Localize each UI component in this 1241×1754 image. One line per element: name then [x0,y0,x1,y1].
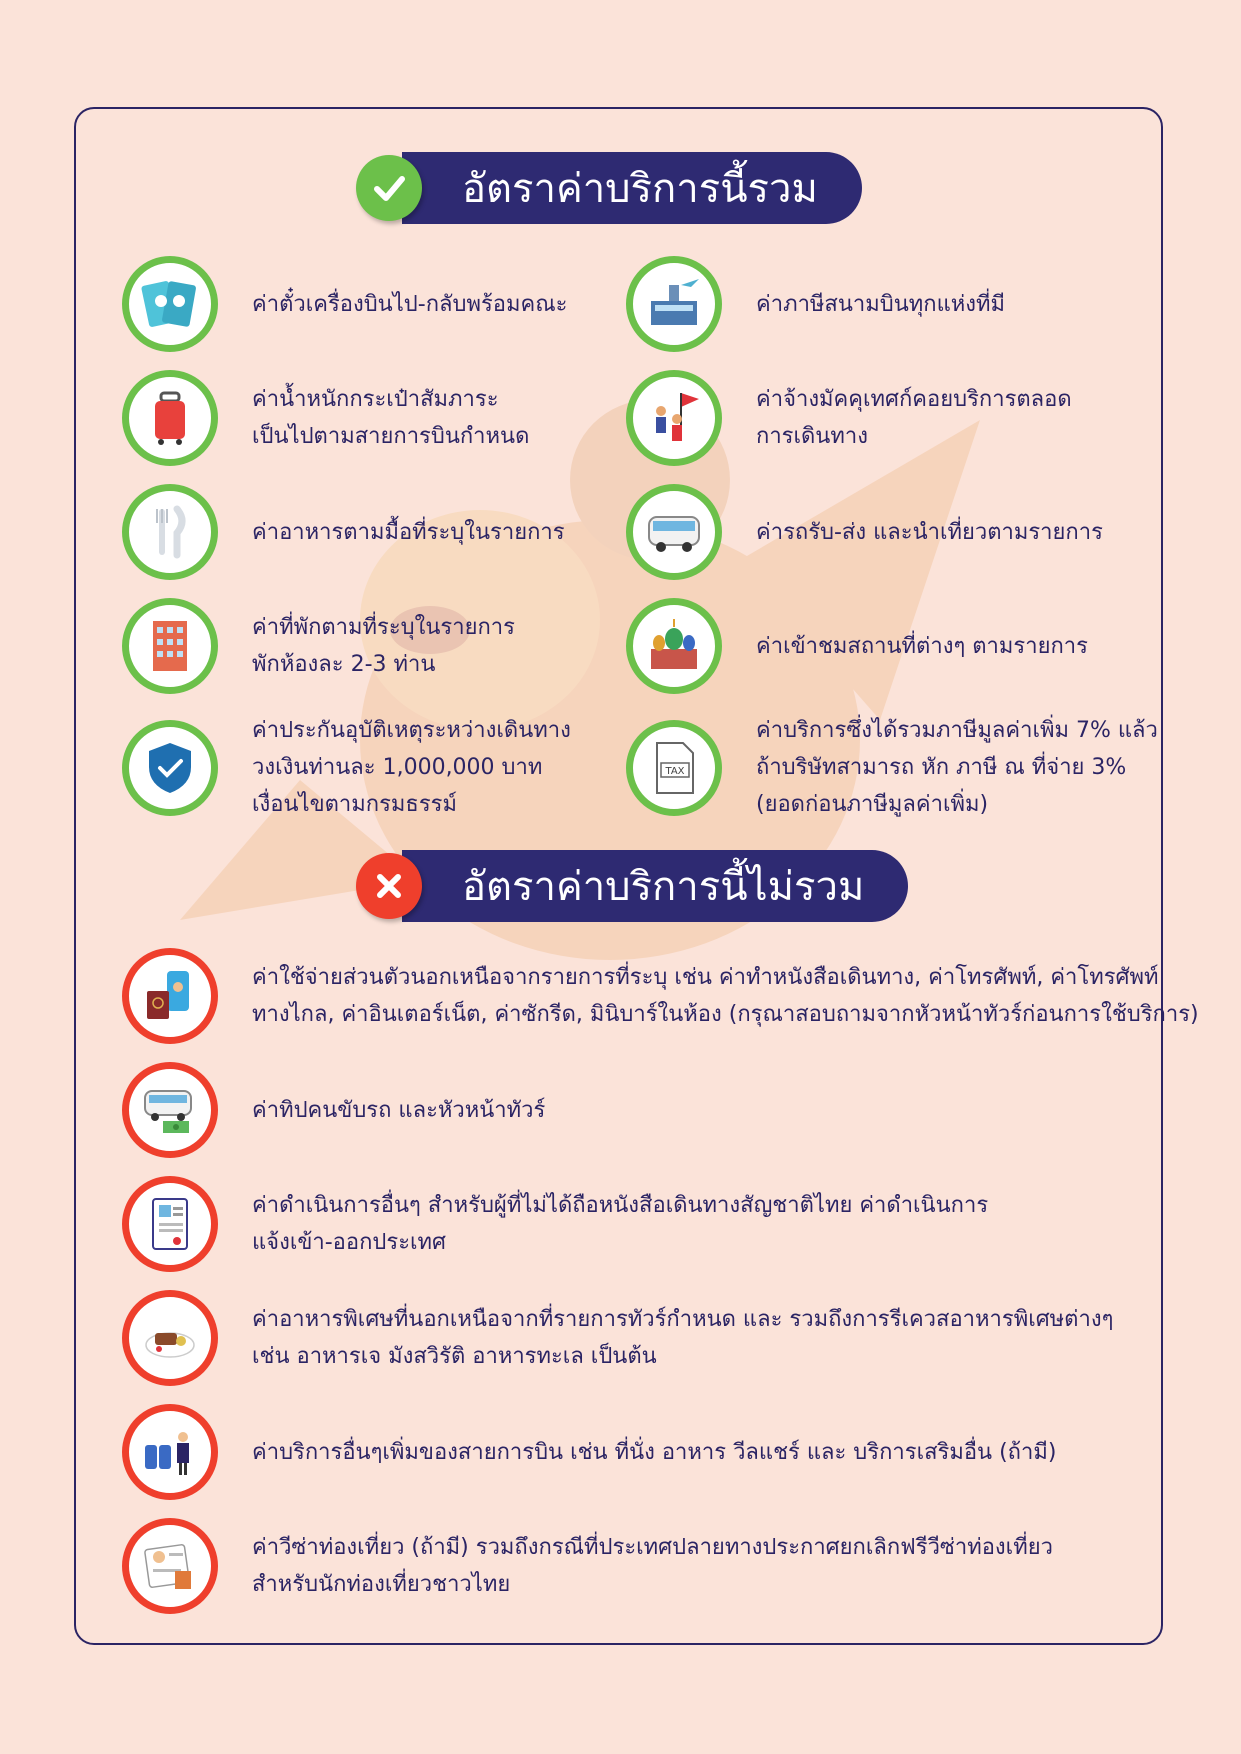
hotel-icon [122,598,218,694]
included-item-text: ค่าอาหารตามมื้อที่ระบุในรายการ [252,519,565,545]
landmark-icon [626,598,722,694]
visa-icon [122,1518,218,1614]
tour-guide-icon [626,370,722,466]
excluded-item [122,1062,545,1158]
cutlery-icon [122,484,218,580]
excluded-item [122,948,1199,1044]
included-item-text: ค่าภาษีสนามบินทุกแห่งที่มี [756,291,1006,317]
luggage-icon [122,370,218,466]
included-item-text: ค่าจ้างมัคคุเทศก์คอยบริการตลอด การเดินทาง [756,387,1072,449]
excluded-title: อัตราค่าบริการนี้ไม่รวม [402,850,908,922]
included-item [122,484,565,580]
included-item [626,712,1158,823]
excluded-item-text: ค่าอาหารพิเศษที่นอกเหนือจากที่รายการทัวร์กำหนด และ รวมถึงการรีเควสอาหารพิเศษต่างๆ เช่น อาหารเจ มังสวิรัติ อาหารทะเล เป็นต้น [252,1307,1114,1369]
included-item [122,256,567,352]
included-banner [356,152,862,224]
included-item [122,370,529,466]
included-item-text: ค่าบริการซึ่งได้รวมภาษีมูลค่าเพิ่ม 7% แล้ว ถ้าบริษัทสามารถ หัก ภาษี ณ ที่จ่าย 3% (ยอดก่อนภาษีมูลค่าเพิ่ม) [756,718,1158,817]
excluded-item-text: ค่าบริการอื่นๆเพิ่มของสายการบิน เช่น ที่นั่ง อาหาร วีลแชร์ และ บริการเสริมอื่น (ถ้ามี) [252,1439,1057,1465]
excluded-item-text: ค่าดำเนินการอื่นๆ สำหรับผู้ที่ไม่ได้ถือหนังสือเดินทางสัญชาติไทย ค่าดำเนินการ แจ้งเข้า-ออกประเทศ [252,1193,989,1255]
excluded-item [122,1404,1056,1500]
included-item-text: ค่าเข้าชมสถานที่ต่างๆ ตามรายการ [756,633,1088,659]
excluded-item [122,1518,1053,1614]
excluded-item-text: ค่าทิปคนขับรถ และหัวหน้าทัวร์ [252,1097,546,1123]
included-item [626,484,1103,580]
included-item [122,598,515,694]
check-badge [356,155,422,221]
excluded-item [122,1290,1113,1386]
bus-icon [626,484,722,580]
excluded-item [122,1176,988,1272]
close-icon [371,868,407,904]
included-item-text: ค่าน้ำหนักกระเป๋าสัมภาระ เป็นไปตามสายการบินกำหนด [252,387,530,449]
airline-seat-icon [122,1404,218,1500]
check-icon [369,168,409,208]
insurance-shield-icon [122,720,218,816]
cross-badge [356,853,422,919]
included-item-text: ค่าที่พักตามที่ระบุในรายการ พักห้องละ 2-3 ท่าน [252,615,515,677]
svg-text:TAX: TAX [665,765,685,777]
excluded-item-text: ค่าใช้จ่ายส่วนตัวนอกเหนือจากรายการที่ระบุ เช่น ค่าทำหนังสือเดินทาง, ค่าโทรศัพท์, ค่าโทรศัพท์ ทางไกล, ค่าอินเตอร์เน็ต, ค่าซักรีด, มินิบาร์ในห้อง (กรุณาสอบถามจากหัวหน้าทัวร์ก่อนการใช้บริการ) [252,965,1199,1027]
included-item-text: ค่าตั๋วเครื่องบินไป-กลับพร้อมคณะ [252,291,568,317]
plane-ticket-icon [122,256,218,352]
tax-document-icon [626,720,722,816]
included-item [626,598,1088,694]
passport-document-icon [122,1176,218,1272]
excluded-item-text: ค่าวีซ่าท่องเที่ยว (ถ้ามี) รวมถึงกรณีที่ประเทศปลายทางประกาศยกเลิกฟรีวีซ่าท่องเที่ยว สำหรับนักท่องเที่ยวชาวไทย [252,1535,1053,1597]
passport-phone-icon [122,948,218,1044]
excluded-banner [356,850,908,922]
airport-icon [626,256,722,352]
included-item-text: ค่ารถรับ-ส่ง และนำเที่ยวตามรายการ [756,519,1103,545]
included-item-text: ค่าประกันอุบัติเหตุระหว่างเดินทาง วงเงินท่านละ 1,000,000 บาท เงื่อนไขตามกรมธรรม์ [252,718,571,817]
included-item [626,370,1072,466]
included-item [122,712,571,823]
included-title: อัตราค่าบริการนี้รวม [402,152,862,224]
included-item [626,256,1005,352]
tip-bus-icon [122,1062,218,1158]
special-food-icon [122,1290,218,1386]
